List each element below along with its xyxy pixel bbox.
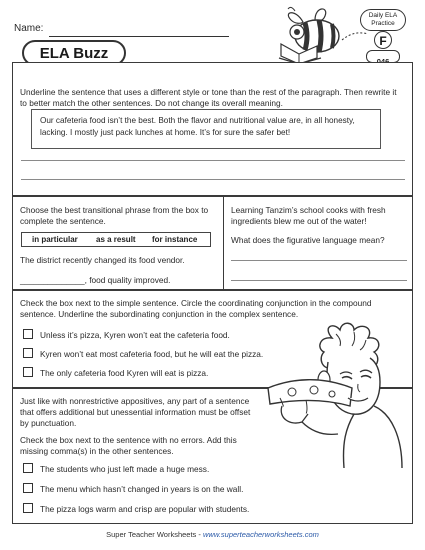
section3-prompt: Learning Tanzim’s school cooks with fresh ingredients blew me out of the water! [231,205,386,226]
comma-checkbox-3[interactable] [23,503,33,513]
sentence-type-checkbox-3[interactable] [23,367,33,377]
sentence-type-option-2: Kyren won’t eat most cafeteria food, but he will eat the pizza. [40,349,264,359]
footer-url[interactable]: www.superteacherworksheets.com [202,530,319,539]
section-style-tone [12,62,413,196]
section5-task: Check the box next to the sentence with no errors. Add this missing comma(s) in the other sentences. [20,435,237,456]
section4-instructions: Check the box next to the simple sentence. Circle the coordinating conjunction in the compound sentence. Underline the subordinating conjunction in the complex sentence. [20,298,372,319]
sentence-type-checkbox-1[interactable] [23,329,33,339]
sentence-blank[interactable]: ______________ [20,275,85,285]
word-bank-option-1[interactable]: in particular [32,235,78,244]
comma-option-2: The menu which hasn’t changed in years is on the wall. [40,484,244,494]
section2-sentence-part2: , food quality improved. [84,275,171,285]
badge-letter: F [379,34,387,48]
section3-question: What does the figurative language mean? [231,235,385,245]
section5-instructions: Just like with nonrestrictive appositives, any part of a sentence that offers additional but unessential information must be offset by punctuation. [20,396,251,428]
footer-separator: - [196,530,203,539]
footer [0,530,425,539]
sentence-type-checkbox-2[interactable] [23,348,33,358]
boy-eating-pizza-icon [262,318,410,468]
sentence-type-option-1: Unless it’s pizza, Kyren won’t eat the cafeteria food. [40,330,230,340]
answer-line-2[interactable] [21,179,405,180]
figurative-answer-line-2[interactable] [231,280,407,281]
word-bank-option-2[interactable]: as a result [96,235,136,244]
word-bank-option-3[interactable]: for instance [152,235,198,244]
name-line[interactable] [49,36,229,37]
footer-brand: Super Teacher Worksheets [106,530,197,539]
section2-sentence-part1: The district recently changed its food vendor. [20,255,185,265]
name-label: Name: [14,23,44,34]
comma-option-1: The students who just left made a huge mess. [40,464,210,474]
word-bank-box [21,232,211,247]
answer-line-1[interactable] [21,160,405,161]
section1-instructions: Underline the sentence that uses a different style or tone than the rest of the paragraph. Then rewrite it to better match the other sentences. Do not change its overall meaning. [20,87,397,108]
sentence-type-option-3: The only cafeteria food Kyren will eat is pizza. [40,368,209,378]
daily-ela-badge [360,9,406,31]
vertical-divider [223,197,224,289]
dotted-trail-icon [340,28,370,42]
badge-letter-circle [374,31,392,49]
comma-option-3: The pizza logs warm and crisp are popular with students. [40,504,250,514]
page-title: ELA Buzz [39,44,109,62]
section2-instructions: Choose the best transitional phrase from the box to complete the sentence. [20,205,209,226]
comma-checkbox-1[interactable] [23,463,33,473]
passage-text[interactable]: Our cafeteria food isn’t the best. Both the flavor and nutritional value are, in all honesty, lacking. I mostly just pack lunches at home. It’s for sure the safer bet! [40,116,355,137]
section-transitions-figurative [12,196,413,290]
passage-box [31,109,381,149]
badge-text: Daily ELA Practice [368,12,398,27]
section2-sentence-line [20,275,170,286]
comma-checkbox-2[interactable] [23,483,33,493]
figurative-answer-line-1[interactable] [231,260,407,261]
